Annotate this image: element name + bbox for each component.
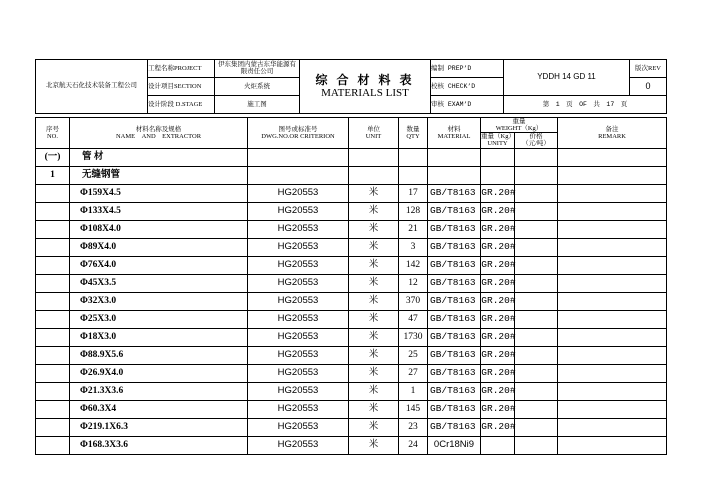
col-unit-weight: 重量（Kg） UNITY [481, 133, 515, 148]
table-row [36, 310, 667, 328]
table-row [36, 256, 667, 274]
row-material: GB/T8163 GR.20# [428, 184, 481, 202]
row-name: Φ159X4.5 [70, 184, 248, 202]
document-number: YDDH 14 GD 11 [504, 60, 630, 96]
row-remark [558, 400, 667, 418]
table-row [36, 364, 667, 382]
row-name: Φ32X3.0 [70, 292, 248, 310]
section-label: 设计项目SECTION [148, 78, 215, 96]
row-name: Φ25X3.0 [70, 310, 248, 328]
row-standard: HG20553 [248, 364, 349, 382]
row-remark [558, 436, 667, 454]
row-number [36, 238, 70, 256]
page-count: 第 1 页 OF 共 17 页 [504, 96, 667, 114]
prepared-label: 编制 PREP’D [431, 60, 504, 78]
row-standard: HG20553 [248, 400, 349, 418]
row-qty: 25 [399, 346, 428, 364]
row-number [36, 310, 70, 328]
col-name: 材料名称及规格 NAME AND EXTRACTOR [70, 118, 248, 149]
row-remark [558, 310, 667, 328]
row-qty: 145 [399, 400, 428, 418]
row-name: Φ89X4.0 [70, 238, 248, 256]
table-row [36, 346, 667, 364]
row-material: GB/T8163 GR.20# [428, 256, 481, 274]
row-unit: 米 [349, 274, 399, 292]
row-standard: HG20553 [248, 184, 349, 202]
row-qty: 47 [399, 310, 428, 328]
row-unit: 米 [349, 256, 399, 274]
row-qty: 24 [399, 436, 428, 454]
col-weight: 重量 WEIGHT（Kg） [481, 118, 558, 133]
title-english: MATERIALS LIST [321, 87, 409, 100]
row-material: GB/T8163 GR.20# [428, 202, 481, 220]
row-qty: 370 [399, 292, 428, 310]
row-number [36, 364, 70, 382]
row-standard: HG20553 [248, 238, 349, 256]
row-material: GB/T8163 GR.20# [428, 418, 481, 436]
row-standard: HG20553 [248, 256, 349, 274]
row-number [36, 436, 70, 454]
row-number [36, 274, 70, 292]
row-material: GB/T8163 GR.20# [428, 292, 481, 310]
title-chinese: 综 合 材 料 表 [315, 72, 415, 87]
row-price [515, 220, 558, 238]
row-standard: HG20553 [248, 310, 349, 328]
row-material: GB/T8163 GR.20# [428, 274, 481, 292]
row-unit: 米 [349, 346, 399, 364]
row-remark [558, 256, 667, 274]
row-remark [558, 292, 667, 310]
row-material: GB/T8163 GR.20# [428, 364, 481, 382]
row-name: Φ108X4.0 [70, 220, 248, 238]
row-number [36, 184, 70, 202]
revision-value: 0 [630, 78, 667, 96]
row-price [515, 202, 558, 220]
row-remark [558, 274, 667, 292]
table-row [36, 328, 667, 346]
row-number [36, 220, 70, 238]
col-material: 材料 MATERIAL [428, 118, 481, 149]
row-price [515, 364, 558, 382]
col-standard: 图号或标准号 DWG.NO.OR CRITERION [248, 118, 349, 149]
row-standard: HG20553 [248, 418, 349, 436]
row-price [515, 382, 558, 400]
row-name: Φ76X4.0 [70, 256, 248, 274]
row-standard: HG20553 [248, 436, 349, 454]
section-name: 管 材 [70, 148, 248, 166]
col-qty: 数量 QTY [399, 118, 428, 149]
row-material: GB/T8163 GR.20# [428, 382, 481, 400]
row-price [515, 184, 558, 202]
row-price [515, 436, 558, 454]
row-remark [558, 184, 667, 202]
row-qty: 23 [399, 418, 428, 436]
row-price [515, 292, 558, 310]
project-label: 工程名称PROJECT [148, 60, 215, 78]
table-row [36, 184, 667, 202]
row-standard: HG20553 [248, 202, 349, 220]
row-number [36, 400, 70, 418]
row-name: Φ60.3X4 [70, 400, 248, 418]
materials-table [35, 117, 667, 455]
row-price [515, 256, 558, 274]
row-material: GB/T8163 GR.20# [428, 238, 481, 256]
examined-label: 审核 EXAM’D [431, 96, 504, 114]
table-row [36, 292, 667, 310]
row-remark [558, 202, 667, 220]
row-material: GB/T8163 GR.20# [428, 328, 481, 346]
row-qty: 12 [399, 274, 428, 292]
checked-label: 校核 CHECK’D [431, 78, 504, 96]
row-number [36, 346, 70, 364]
materials-list-sheet [35, 59, 666, 455]
row-number [36, 328, 70, 346]
row-price [515, 274, 558, 292]
row-price [515, 346, 558, 364]
row-qty: 1730 [399, 328, 428, 346]
row-qty: 128 [399, 202, 428, 220]
table-row [36, 220, 667, 238]
table-row [36, 418, 667, 436]
table-row [36, 202, 667, 220]
row-unit: 米 [349, 184, 399, 202]
row-qty: 1 [399, 382, 428, 400]
row-material: GB/T8163 GR.20# [428, 346, 481, 364]
col-remark: 备注 REMARK [558, 118, 667, 149]
row-standard: HG20553 [248, 346, 349, 364]
table-row [36, 382, 667, 400]
table-row [36, 436, 667, 454]
row-unit: 米 [349, 364, 399, 382]
row-remark [558, 328, 667, 346]
row-price [515, 310, 558, 328]
row-name: Φ88.9X5.6 [70, 346, 248, 364]
group-number: 1 [36, 166, 70, 184]
row-material: GB/T8163 GR.20# [428, 400, 481, 418]
col-unit: 单位 UNIT [349, 118, 399, 149]
group-row [36, 166, 667, 184]
table-row [36, 274, 667, 292]
row-name: Φ133X4.5 [70, 202, 248, 220]
title-block [35, 59, 667, 114]
revision-label: 版次REV [630, 60, 667, 78]
row-remark [558, 382, 667, 400]
row-name: Φ18X3.0 [70, 328, 248, 346]
row-remark [558, 238, 667, 256]
row-qty: 142 [399, 256, 428, 274]
row-qty: 27 [399, 364, 428, 382]
row-standard: HG20553 [248, 292, 349, 310]
row-number [36, 292, 70, 310]
row-unit-weight [481, 436, 515, 454]
row-price [515, 400, 558, 418]
company-name: 北京航天石化技术装备工程公司 [36, 60, 148, 114]
row-number [36, 418, 70, 436]
row-name: Φ26.9X4.0 [70, 364, 248, 382]
row-unit: 米 [349, 328, 399, 346]
stage-value: 施工图 [215, 96, 300, 114]
row-unit: 米 [349, 202, 399, 220]
row-qty: 3 [399, 238, 428, 256]
row-standard: HG20553 [248, 382, 349, 400]
row-remark [558, 364, 667, 382]
row-unit: 米 [349, 220, 399, 238]
row-number [36, 382, 70, 400]
row-name: Φ21.3X3.6 [70, 382, 248, 400]
section-value: 火炬系统 [215, 78, 300, 96]
row-qty: 17 [399, 184, 428, 202]
section-number: (一) [36, 148, 70, 166]
row-remark [558, 418, 667, 436]
row-standard: HG20553 [248, 328, 349, 346]
row-number [36, 202, 70, 220]
row-unit: 米 [349, 310, 399, 328]
row-standard: HG20553 [248, 220, 349, 238]
row-name: Φ219.1X6.3 [70, 418, 248, 436]
row-price [515, 328, 558, 346]
group-name: 无缝钢管 [70, 166, 248, 184]
row-material: 0Cr18Ni9 [428, 436, 481, 454]
row-unit: 米 [349, 382, 399, 400]
table-row [36, 400, 667, 418]
row-remark [558, 346, 667, 364]
row-price [515, 238, 558, 256]
project-value: 伊东集团内蒙古东华能源有限责任公司 [215, 60, 300, 78]
row-material: GB/T8163 GR.20# [428, 310, 481, 328]
row-unit: 米 [349, 238, 399, 256]
row-unit: 米 [349, 418, 399, 436]
row-name: Φ168.3X3.6 [70, 436, 248, 454]
row-standard: HG20553 [248, 274, 349, 292]
row-unit: 米 [349, 400, 399, 418]
table-row [36, 238, 667, 256]
row-remark [558, 220, 667, 238]
row-number [36, 256, 70, 274]
col-price: 价格 （元/吨） [515, 133, 558, 148]
section-row [36, 148, 667, 166]
row-unit: 米 [349, 436, 399, 454]
row-unit: 米 [349, 292, 399, 310]
row-price [515, 418, 558, 436]
stage-label: 设计阶段 D.STAGE [148, 96, 215, 114]
row-name: Φ45X3.5 [70, 274, 248, 292]
col-no: 序号 NO. [36, 118, 70, 149]
row-qty: 21 [399, 220, 428, 238]
document-title [300, 60, 431, 114]
row-material: GB/T8163 GR.20# [428, 220, 481, 238]
